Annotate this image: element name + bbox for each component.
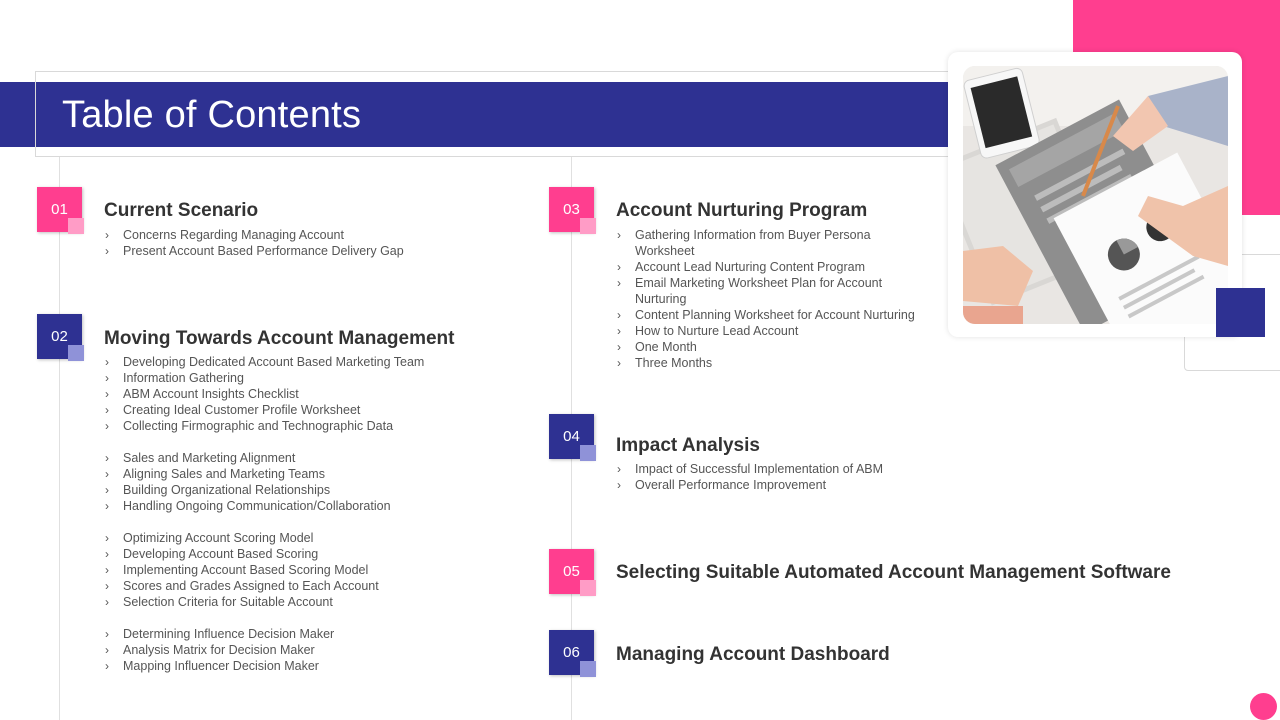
badge-corner	[580, 445, 596, 461]
list-item[interactable]: › Sales and Marketing Alignment	[105, 451, 296, 465]
chevron-right-icon: ›	[105, 371, 109, 385]
section-badge-04	[549, 414, 594, 459]
chevron-right-icon: ›	[617, 228, 621, 242]
chevron-right-icon: ›	[105, 531, 109, 545]
chevron-right-icon: ›	[105, 355, 109, 369]
list-item[interactable]: › Aligning Sales and Marketing Teams	[105, 467, 325, 481]
pink-dot-decoration	[1250, 693, 1277, 720]
list-item[interactable]: › Three Months	[617, 356, 713, 370]
section-title-selecting-suitable-software[interactable]: Selecting Suitable Automated Account Management Software	[616, 562, 1171, 583]
chevron-right-icon: ›	[105, 643, 109, 657]
chevron-right-icon: ›	[105, 563, 109, 577]
list-item[interactable]: › Determining Influence Decision Maker	[105, 627, 335, 641]
list-item-continuation[interactable]: Worksheet	[635, 244, 695, 258]
page-title: Table of Contents	[62, 94, 362, 136]
chevron-right-icon: ›	[617, 340, 621, 354]
section-badge-02	[37, 314, 82, 359]
chevron-right-icon: ›	[105, 419, 109, 433]
section-number: 06	[563, 644, 580, 661]
section-title-moving-towards-account-management[interactable]: Moving Towards Account Management	[104, 328, 455, 349]
section-title-managing-account-dashboard[interactable]: Managing Account Dashboard	[616, 644, 890, 665]
chevron-right-icon: ›	[105, 451, 109, 465]
chevron-right-icon: ›	[105, 627, 109, 641]
list-item[interactable]: › Handling Ongoing Communication/Collaboration	[105, 499, 391, 513]
list-item[interactable]: › Selection Criteria for Suitable Account	[105, 595, 333, 609]
chevron-right-icon: ›	[617, 260, 621, 274]
business-analysis-photo	[963, 66, 1228, 324]
chevron-right-icon: ›	[617, 478, 621, 492]
list-item[interactable]: › Gathering Information from Buyer Persona	[617, 228, 871, 242]
section-title-impact-analysis[interactable]: Impact Analysis	[616, 435, 760, 456]
section-number: 01	[51, 201, 68, 218]
chevron-right-icon: ›	[617, 308, 621, 322]
chevron-right-icon: ›	[105, 467, 109, 481]
section-list-impact-analysis	[616, 461, 883, 493]
list-item[interactable]: › Present Account Based Performance Delivery Gap	[105, 244, 404, 258]
list-item[interactable]: › Mapping Influencer Decision Maker	[105, 659, 319, 673]
chevron-right-icon: ›	[617, 276, 621, 290]
chevron-right-icon: ›	[105, 403, 109, 417]
chevron-right-icon: ›	[105, 579, 109, 593]
section-number: 02	[51, 328, 68, 345]
chevron-right-icon: ›	[105, 483, 109, 497]
list-item[interactable]: › Concerns Regarding Managing Account	[105, 228, 344, 242]
section-badge-01	[37, 187, 82, 232]
list-item-continuation[interactable]: Nurturing	[635, 292, 687, 306]
list-item[interactable]: › Overall Performance Improvement	[617, 478, 827, 492]
chevron-right-icon: ›	[105, 387, 109, 401]
section-badge-03	[549, 187, 594, 232]
badge-corner	[580, 218, 596, 234]
list-item[interactable]: › Building Organizational Relationships	[105, 483, 331, 497]
list-item[interactable]: › Analysis Matrix for Decision Maker	[105, 643, 315, 657]
list-item[interactable]: › Collecting Firmographic and Technographic Data	[105, 419, 394, 433]
section-number: 04	[563, 428, 580, 445]
list-item[interactable]: › Optimizing Account Scoring Model	[105, 531, 314, 545]
list-item[interactable]: › Creating Ideal Customer Profile Worksheet	[105, 403, 361, 417]
chevron-right-icon: ›	[105, 228, 109, 242]
list-item[interactable]: › Scores and Grades Assigned to Each Account	[105, 579, 379, 593]
badge-corner	[68, 345, 84, 361]
navy-square-decoration	[1216, 288, 1265, 337]
list-item[interactable]: › Developing Account Based Scoring	[105, 547, 319, 561]
list-item[interactable]: › How to Nurture Lead Account	[617, 324, 799, 338]
chevron-right-icon: ›	[105, 595, 109, 609]
list-item[interactable]: › Content Planning Worksheet for Account Nurturing	[617, 308, 915, 322]
badge-corner	[68, 218, 84, 234]
chevron-right-icon: ›	[617, 324, 621, 338]
section-list-moving-towards-account-management	[104, 354, 424, 674]
photo-illustration	[963, 66, 1228, 324]
section-badge-06	[549, 630, 594, 675]
section-list-current-scenario	[104, 227, 404, 259]
left-timeline-line	[59, 157, 60, 720]
list-item[interactable]: › One Month	[617, 340, 697, 354]
chevron-right-icon: ›	[105, 659, 109, 673]
list-item[interactable]: › Information Gathering	[105, 371, 244, 385]
list-item[interactable]: › Impact of Successful Implementation of ABM	[617, 462, 884, 476]
chevron-right-icon: ›	[617, 356, 621, 370]
chevron-right-icon: ›	[105, 547, 109, 561]
section-number: 03	[563, 201, 580, 218]
badge-corner	[580, 661, 596, 677]
chevron-right-icon: ›	[617, 462, 621, 476]
section-title-current-scenario[interactable]: Current Scenario	[104, 200, 259, 221]
list-item[interactable]: › Implementing Account Based Scoring Model	[105, 563, 369, 577]
badge-corner	[580, 580, 596, 596]
chevron-right-icon: ›	[105, 499, 109, 513]
list-item[interactable]: › Account Lead Nurturing Content Program	[617, 260, 865, 274]
chevron-right-icon: ›	[105, 244, 109, 258]
section-list-account-nurturing-program	[616, 227, 915, 371]
section-number: 05	[563, 563, 580, 580]
list-item[interactable]: › Email Marketing Worksheet Plan for Account	[617, 276, 883, 290]
section-badge-05	[549, 549, 594, 594]
list-item[interactable]: › Developing Dedicated Account Based Marketing Team	[105, 355, 425, 369]
list-item[interactable]: › ABM Account Insights Checklist	[105, 387, 299, 401]
section-title-account-nurturing-program[interactable]: Account Nurturing Program	[616, 200, 868, 221]
